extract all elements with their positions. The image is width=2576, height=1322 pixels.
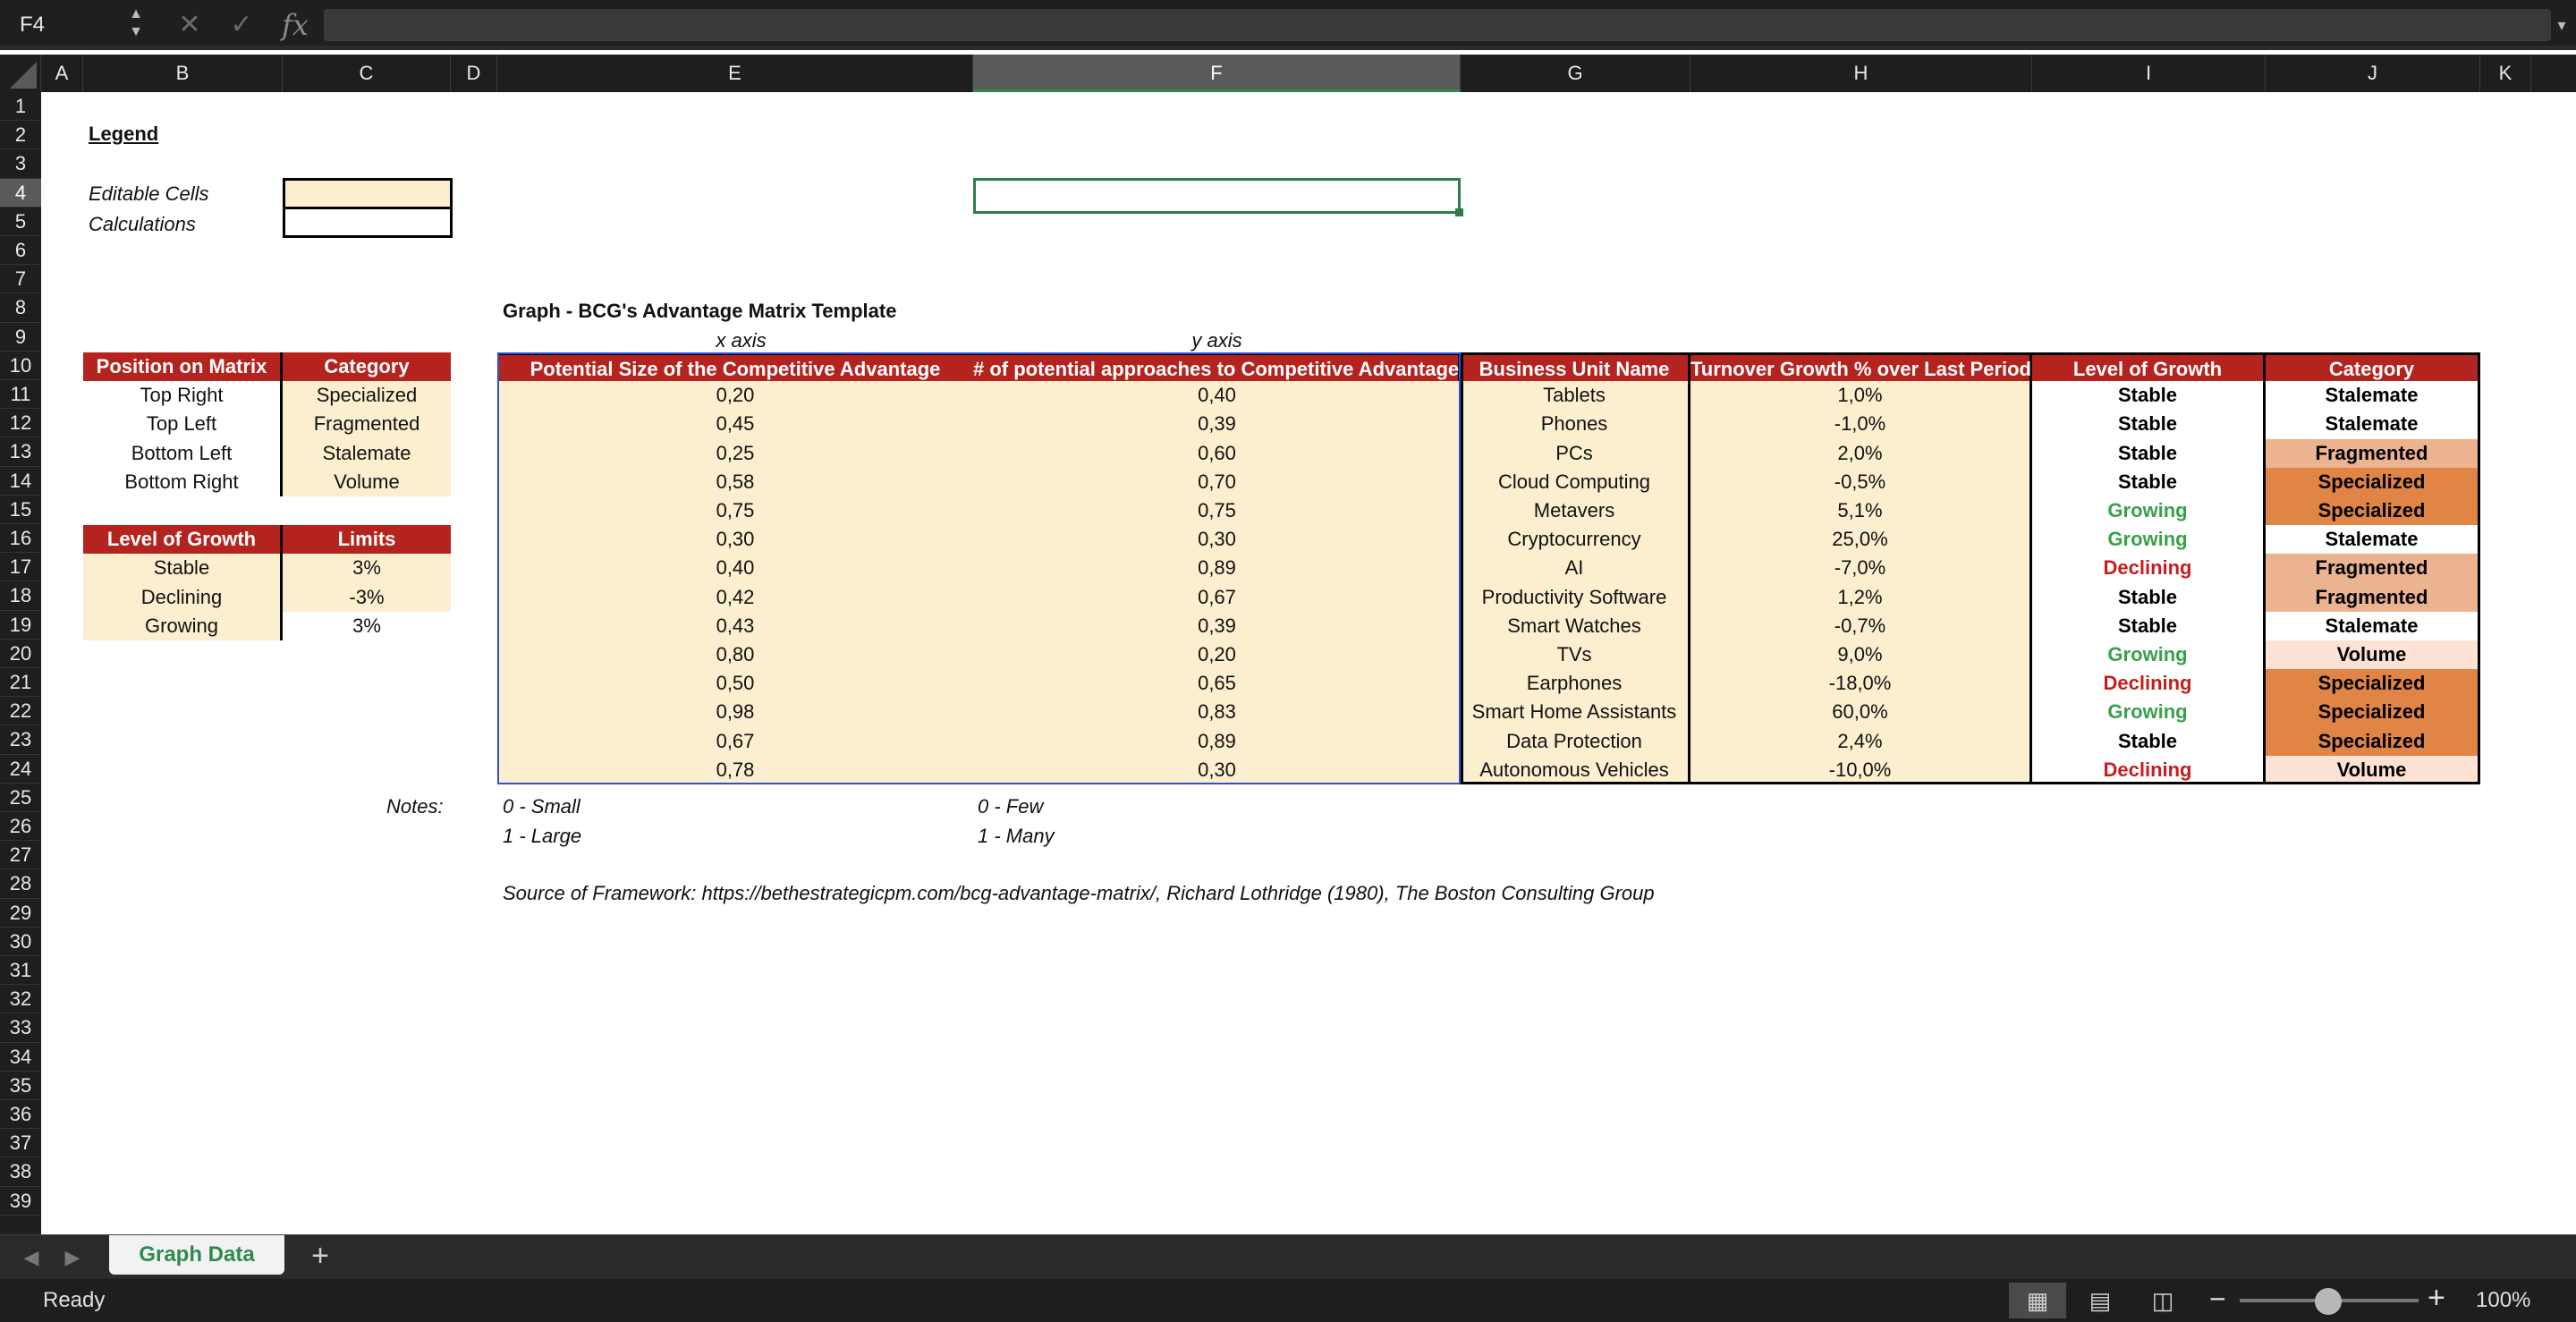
graph-data-cell[interactable]: Stalemate (2266, 612, 2480, 640)
column-header-a[interactable]: A (41, 55, 83, 92)
row-header-23[interactable]: 23 (0, 725, 41, 754)
graph-data-cell[interactable]: Growing (2032, 496, 2266, 525)
graph-data-cell[interactable]: 0,20 (497, 381, 973, 410)
note-x-high: 1 - Large (503, 825, 582, 847)
tab-next-icon[interactable]: ▶ (64, 1246, 80, 1268)
row-header-22[interactable]: 22 (0, 697, 41, 725)
graph-data-cell[interactable]: Growing (2032, 525, 2266, 554)
row-header-39[interactable]: 39 (0, 1187, 41, 1216)
row-header-18[interactable]: 18 (0, 581, 41, 610)
row-header-11[interactable]: 11 (0, 380, 41, 409)
column-header-j[interactable]: J (2266, 55, 2480, 92)
graph-data-cell[interactable]: 5,1% (1690, 496, 2032, 525)
growth-table-cell[interactable]: 3% (283, 554, 451, 582)
cancel-x-icon[interactable]: ✕ (178, 10, 201, 39)
graph-data-cell[interactable]: 0,78 (497, 756, 973, 784)
graph-header-cell[interactable]: Potential Size of the Competitive Advantage (497, 352, 973, 381)
row-header-28[interactable]: 28 (0, 869, 41, 898)
graph-data-cell[interactable]: 0,50 (497, 669, 973, 698)
business-units-frame (1461, 352, 2480, 784)
graph-data-cell[interactable]: Stable (2032, 468, 2266, 496)
graph-data-cell[interactable]: Specialized (2266, 496, 2480, 525)
graph-data-cell[interactable]: -10,0% (1690, 756, 2032, 784)
position-table-cell[interactable]: Volume (283, 468, 451, 496)
row-header-33[interactable]: 33 (0, 1013, 41, 1042)
graph-data-cell[interactable]: Growing (2032, 698, 2266, 726)
column-header-f[interactable]: F (973, 55, 1461, 92)
xy-selection-range[interactable] (497, 352, 1461, 784)
position-table-header[interactable]: Position on Matrix (83, 352, 283, 381)
row-header-15[interactable]: 15 (0, 496, 41, 524)
graph-data-cell[interactable]: 0,98 (497, 698, 973, 726)
graph-data-cell[interactable]: Stable (2032, 583, 2266, 612)
graph-title: Graph - BCG's Advantage Matrix Template (503, 300, 897, 322)
position-table-header[interactable]: Category (283, 352, 451, 381)
column-header-e[interactable]: E (497, 55, 973, 92)
row-header-2[interactable]: 2 (0, 121, 41, 149)
status-bar (0, 1279, 2576, 1322)
graph-header-cell[interactable]: Business Unit Name (1461, 352, 1690, 381)
graph-data-cell[interactable]: Declining (2032, 669, 2266, 698)
graph-data-cell[interactable]: 0,67 (497, 727, 973, 756)
row-header-10[interactable]: 10 (0, 352, 41, 380)
graph-data-cell[interactable]: 0,58 (497, 468, 973, 496)
graph-data-cell[interactable]: Stable (2032, 410, 2266, 438)
graph-data-cell[interactable]: 2,0% (1690, 439, 2032, 468)
graph-data-cell[interactable]: Autonomous Vehicles (1461, 756, 1690, 784)
growth-table-header[interactable]: Limits (283, 525, 451, 554)
graph-data-cell[interactable]: 0,89 (973, 554, 1461, 582)
graph-data-cell[interactable]: Cloud Computing (1461, 468, 1690, 496)
selected-cell-f4[interactable] (973, 178, 1461, 214)
row-header-8[interactable]: 8 (0, 293, 41, 322)
x-axis-label: x axis (716, 329, 767, 352)
column-header-d[interactable]: D (451, 55, 497, 92)
confirm-checkmark-icon[interactable]: ✓ (230, 10, 253, 39)
graph-data-cell[interactable]: Stalemate (2266, 381, 2480, 410)
column-header (0, 55, 2576, 92)
column-header-b[interactable]: B (83, 55, 283, 92)
graph-data-cell[interactable]: -18,0% (1690, 669, 2032, 698)
row-header (0, 92, 41, 1234)
graph-data-cell[interactable]: Productivity Software (1461, 583, 1690, 612)
name-box-spinner-icon[interactable]: ▲ ▼ (129, 6, 143, 39)
growth-table-cell[interactable]: Growing (83, 612, 283, 640)
name-box[interactable]: F4 (20, 13, 46, 37)
graph-data-cell[interactable]: 0,45 (497, 410, 973, 438)
graph-data-cell[interactable]: -7,0% (1690, 554, 2032, 582)
chevron-down-icon[interactable]: ▾ (2557, 16, 2566, 34)
graph-header-cell[interactable]: # of potential approaches to Competitive Advantage (973, 352, 1461, 381)
graph-data-cell[interactable]: Data Protection (1461, 727, 1690, 756)
column-header-g[interactable]: G (1461, 55, 1690, 92)
row-header-4[interactable]: 4 (0, 179, 41, 208)
fill-handle[interactable] (1455, 208, 1463, 216)
legend-editable-swatch[interactable] (283, 178, 453, 209)
graph-data-cell[interactable]: Specialized (2266, 669, 2480, 698)
graph-data-cell[interactable]: 0,75 (497, 496, 973, 525)
zoom-slider-thumb[interactable] (2315, 1288, 2342, 1315)
formula-bar (0, 0, 2576, 50)
graph-data-cell[interactable]: 60,0% (1690, 698, 2032, 726)
graph-data-cell[interactable]: PCs (1461, 439, 1690, 468)
graph-data-cell[interactable]: 0,39 (973, 410, 1461, 438)
graph-data-cell[interactable]: 0,80 (497, 640, 973, 669)
graph-data-cell[interactable]: Declining (2032, 756, 2266, 784)
row-header-9[interactable]: 9 (0, 323, 41, 352)
graph-data-cell[interactable]: Fragmented (2266, 583, 2480, 612)
graph-data-cell[interactable]: Stable (2032, 727, 2266, 756)
row-header-1[interactable]: 1 (0, 92, 41, 121)
position-table-cell[interactable]: Bottom Left (83, 439, 283, 468)
zoom-in-button[interactable]: + (2428, 1281, 2445, 1315)
zoom-out-button[interactable]: − (2209, 1283, 2226, 1315)
y-axis-label: y axis (1191, 329, 1242, 352)
graph-data-cell[interactable]: 0,30 (973, 756, 1461, 784)
graph-header-cell[interactable]: Turnover Growth % over Last Period (1690, 352, 2032, 381)
growth-table-cell[interactable]: -3% (283, 583, 451, 612)
row-header-27[interactable]: 27 (0, 841, 41, 869)
status-text: Ready (43, 1288, 106, 1312)
column-header-i[interactable]: I (2032, 55, 2266, 92)
row-header-19[interactable]: 19 (0, 611, 41, 640)
growth-table-cell[interactable]: Declining (83, 583, 283, 612)
note-x-low: 0 - Small (503, 795, 580, 818)
graph-data-cell[interactable]: AI (1461, 554, 1690, 582)
tab-prev-icon[interactable]: ◀ (23, 1246, 39, 1268)
sheet-tab-bar (0, 1234, 2576, 1279)
note-y-high: 1 - Many (978, 825, 1055, 847)
row-header-3[interactable]: 3 (0, 149, 41, 178)
row-header-30[interactable]: 30 (0, 928, 41, 956)
graph-data-cell[interactable]: Specialized (2266, 468, 2480, 496)
graph-data-cell[interactable]: Declining (2032, 554, 2266, 582)
graph-data-cell[interactable]: 0,89 (973, 727, 1461, 756)
page-break-view-icon[interactable]: ◫ (2151, 1287, 2174, 1314)
graph-header-cell[interactable]: Category (2266, 352, 2480, 381)
graph-data-cell[interactable]: 1,0% (1690, 381, 2032, 410)
graph-data-cell[interactable]: -0,5% (1690, 468, 2032, 496)
graph-data-cell[interactable]: Stalemate (2266, 525, 2480, 554)
graph-data-cell[interactable]: 0,42 (497, 583, 973, 612)
graph-data-cell[interactable]: Growing (2032, 640, 2266, 669)
graph-data-cell[interactable]: Earphones (1461, 669, 1690, 698)
graph-data-cell[interactable]: Stable (2032, 439, 2266, 468)
graph-data-cell[interactable]: 0,25 (497, 439, 973, 468)
row-header-38[interactable]: 38 (0, 1157, 41, 1186)
row-header-36[interactable]: 36 (0, 1100, 41, 1129)
row-header-14[interactable]: 14 (0, 467, 41, 496)
graph-data-cell[interactable]: Fragmented (2266, 439, 2480, 468)
growth-table-cell[interactable]: 3% (283, 612, 451, 640)
row-header-37[interactable]: 37 (0, 1129, 41, 1157)
graph-data-cell[interactable]: 0,43 (497, 612, 973, 640)
row-header-26[interactable]: 26 (0, 812, 41, 841)
graph-data-cell[interactable]: Volume (2266, 756, 2480, 784)
graph-data-cell[interactable]: 0,39 (973, 612, 1461, 640)
row-header-24[interactable]: 24 (0, 755, 41, 784)
sheet-tab-graph-data[interactable]: Graph Data (109, 1235, 284, 1275)
graph-header-cell[interactable]: Level of Growth (2032, 352, 2266, 381)
graph-data-cell[interactable]: 0,65 (973, 669, 1461, 698)
position-table-cell[interactable]: Stalemate (283, 439, 451, 468)
legend-title: Legend (89, 123, 159, 145)
graph-data-cell[interactable]: Tablets (1461, 381, 1690, 410)
graph-data-cell[interactable]: 0,70 (973, 468, 1461, 496)
graph-data-cell[interactable]: 0,75 (973, 496, 1461, 525)
row-header-21[interactable]: 21 (0, 668, 41, 697)
graph-data-cell[interactable]: Stable (2032, 381, 2266, 410)
graph-data-cell[interactable]: Stalemate (2266, 410, 2480, 438)
graph-data-cell[interactable]: -1,0% (1690, 410, 2032, 438)
graph-data-cell[interactable]: 25,0% (1690, 525, 2032, 554)
graph-data-cell[interactable]: 1,2% (1690, 583, 2032, 612)
row-header-29[interactable]: 29 (0, 899, 41, 928)
row-header-12[interactable]: 12 (0, 409, 41, 437)
row-header-13[interactable]: 13 (0, 437, 41, 466)
row-header-20[interactable]: 20 (0, 640, 41, 668)
legend-calc-swatch[interactable] (283, 207, 453, 238)
graph-data-cell[interactable]: -0,7% (1690, 612, 2032, 640)
graph-data-cell[interactable]: Stable (2032, 612, 2266, 640)
position-table-cell[interactable]: Specialized (283, 381, 451, 410)
normal-view-icon[interactable]: ▦ (2009, 1283, 2066, 1318)
row-header-35[interactable]: 35 (0, 1072, 41, 1100)
legend-calc-label: Calculations (89, 213, 196, 235)
graph-data-cell[interactable]: 9,0% (1690, 640, 2032, 669)
row-header-17[interactable]: 17 (0, 553, 41, 581)
growth-table-header[interactable]: Level of Growth (83, 525, 283, 554)
graph-data-cell[interactable]: 0,40 (973, 381, 1461, 410)
graph-data-cell[interactable]: Specialized (2266, 727, 2480, 756)
position-table-cell[interactable]: Fragmented (283, 410, 451, 438)
column-header-k[interactable]: K (2480, 55, 2531, 92)
add-sheet-button[interactable]: + (311, 1239, 329, 1273)
row-header-6[interactable]: 6 (0, 236, 41, 265)
graph-data-cell[interactable]: Specialized (2266, 698, 2480, 726)
row-header-5[interactable]: 5 (0, 208, 41, 236)
position-table-cell[interactable]: Bottom Right (83, 468, 283, 496)
graph-data-cell[interactable]: Smart Watches (1461, 612, 1690, 640)
graph-data-cell[interactable]: 0,20 (973, 640, 1461, 669)
graph-data-cell[interactable]: 0,83 (973, 698, 1461, 726)
graph-data-cell[interactable]: Phones (1461, 410, 1690, 438)
graph-data-cell[interactable]: 2,4% (1690, 727, 2032, 756)
column-header-h[interactable]: H (1690, 55, 2032, 92)
position-table-cell[interactable]: Top Right (83, 381, 283, 410)
row-header-16[interactable]: 16 (0, 524, 41, 553)
note-y-low: 0 - Few (978, 795, 1044, 818)
column-header-c[interactable]: C (283, 55, 451, 92)
position-table-cell[interactable]: Top Left (83, 410, 283, 438)
graph-data-cell[interactable]: Cryptocurrency (1461, 525, 1690, 554)
graph-data-cell[interactable]: 0,30 (973, 525, 1461, 554)
legend-editable-label: Editable Cells (89, 182, 209, 205)
growth-table-cell[interactable]: Stable (83, 554, 283, 582)
graph-data-cell[interactable]: Fragmented (2266, 554, 2480, 582)
graph-data-cell[interactable]: Volume (2266, 640, 2480, 669)
source-note: Source of Framework: https://bethestrategicpm.com/bcg-advantage-matrix/, Richard Lothridge (1980), The Boston Consulting Group (503, 882, 1655, 904)
row-header-7[interactable]: 7 (0, 265, 41, 293)
row-header-34[interactable]: 34 (0, 1043, 41, 1072)
fx-icon[interactable]: fx (282, 8, 309, 42)
graph-data-cell[interactable]: Smart Home Assistants (1461, 698, 1690, 726)
row-header-25[interactable]: 25 (0, 784, 41, 812)
row-header-31[interactable]: 31 (0, 956, 41, 985)
sheet-grid[interactable] (41, 92, 2576, 1234)
select-all-button[interactable] (0, 55, 41, 92)
formula-input[interactable] (324, 9, 2551, 41)
graph-data-cell[interactable]: 0,67 (973, 583, 1461, 612)
graph-data-cell[interactable]: Metavers (1461, 496, 1690, 525)
graph-data-cell[interactable]: TVs (1461, 640, 1690, 669)
notes-label: Notes: (386, 795, 444, 818)
row-header-32[interactable]: 32 (0, 985, 41, 1013)
page-layout-view-icon[interactable]: ▤ (2089, 1287, 2112, 1314)
zoom-level[interactable]: 100% (2476, 1288, 2531, 1312)
graph-data-cell[interactable]: 0,30 (497, 525, 973, 554)
graph-data-cell[interactable]: 0,60 (973, 439, 1461, 468)
graph-data-cell[interactable]: 0,40 (497, 554, 973, 582)
